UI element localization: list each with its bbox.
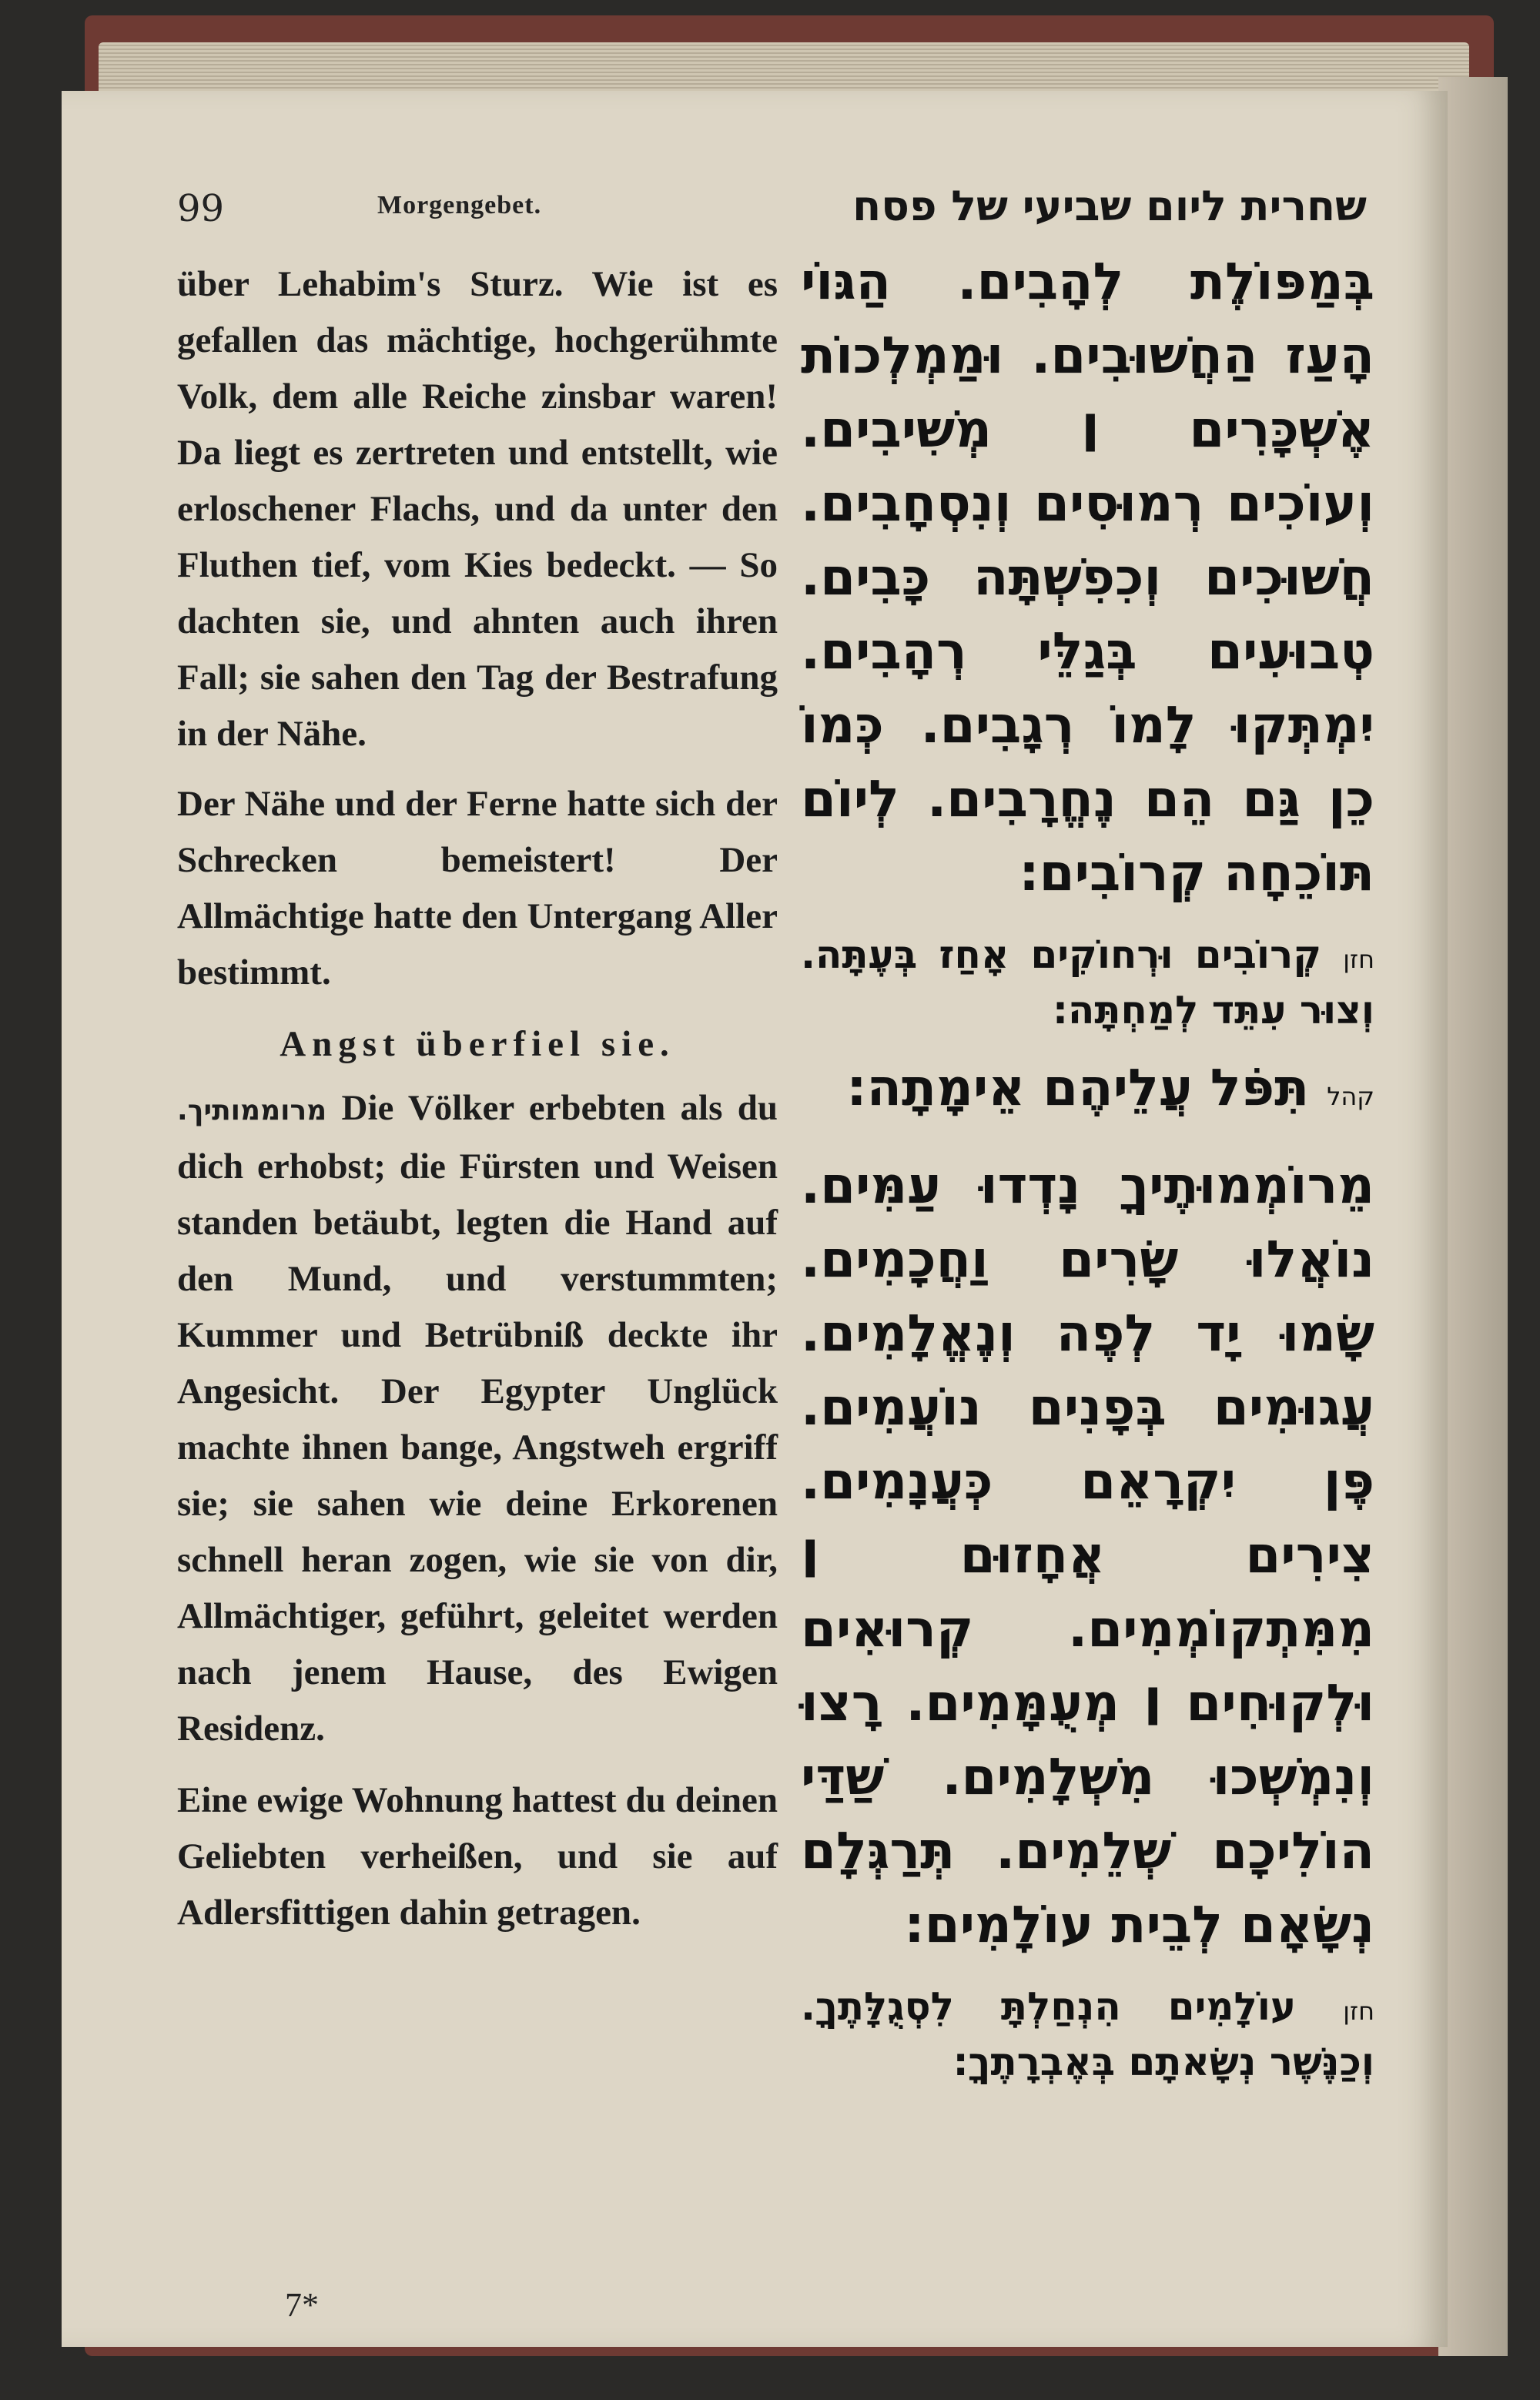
hebrew-block-5 xyxy=(801,1981,1374,2087)
german-column xyxy=(177,256,778,1941)
hebrew-block-2-text: קְרוֹבִים וּרְחוֹקִים אָחַז בְּעֶתָּה. וְצוּר עִתֵּד לְמַחְתָּה: xyxy=(801,932,1374,1033)
running-head-hebrew: שחרית ליום שביעי של פסח xyxy=(852,182,1367,230)
speaker-label: חזן xyxy=(1343,1997,1374,2026)
hebrew-block-3-text: תִּפֹּל עֲלֵיהֶם אֵימָתָה: xyxy=(846,1058,1310,1117)
hebrew-block-3 xyxy=(801,1051,1374,1133)
hebrew-column xyxy=(801,245,1374,2087)
running-head-german: Morgengebet. xyxy=(377,191,542,219)
signature-mark: 7* xyxy=(285,2286,319,2324)
hebrew-block-2 xyxy=(801,929,1374,1036)
german-paragraph-4 xyxy=(177,1080,778,1757)
facing-page-edge xyxy=(1438,77,1508,2356)
german-paragraph-1: über Lehabim's Sturz. Wie ist es gefallen das mächtige, hochgerühmte Volk, dem alle Reiche zinsbar waren! Da liegt es zertreten und entstellt, wie erloschener Flachs, und da unter den Fluthen tief, vom Kies bedeckt. — So dachten sie, und ahnten auch ihren Fall; sie sahen den Tag der Bestrafung in der Nähe. xyxy=(177,264,778,754)
speaker-label: קהל xyxy=(1327,1082,1374,1111)
page-number: 99 xyxy=(177,187,225,230)
hebrew-block-1: בְּמַפּוֹלֶת לְהָבִים. הַגּוֹי הָעַז הַחֲשׁוּבִים. וּמַמְלְכוֹת אֶשְׁכָּרִים ׀ מְשִׁיבִים. וְעוֹכִים רְמוּסִים וְנִסְחָבִים. חֲשׁוּכִים וְכִפִשְׁתָּה כָּבִים. טְבוּעִים בְּגַלֵּי רְהָבִים. יִמְתְּקוּ לָמוֹ רְגָבִים. כְּמוֹ כֵן גַּם הֵם נֶחֱרָבִים. לְיוֹם תּוֹכֵחָה קְרוֹבִים: xyxy=(801,252,1374,902)
speaker-label: חזן xyxy=(1343,945,1374,974)
german-paragraph-2: Der Nähe und der Ferne hatte sich der Schrecken bemeistert! Der Allmächtige hatte den Untergang Aller bestimmt. xyxy=(177,784,778,992)
book-page xyxy=(62,91,1448,2347)
german-paragraph-4-text: Die Völker erbebten als du dich erhobst; die Fürsten und Weisen standen betäubt, legten die Hand auf den Mund, und verstummten; Kummer und Betrübniß deckte ihr Angesicht. Der Egypter Unglück machte ihnen bange, Angstweh ergriff sie; sie sahen wie deine Erkorenen schnell heran zogen, wie sie von dir, Allmächtiger, geführt, geleitet werden nach jenem Hause, des Ewigen Residenz. xyxy=(177,1088,778,1749)
german-heading: Angst überfiel sie. xyxy=(280,1024,675,1064)
german-paragraph-5: Eine ewige Wohnung hattest du deinen Geliebten verheißen, und sie auf Adlersfittigen dahin getragen. xyxy=(177,1780,778,1933)
hebrew-catchword: מרוממותיך. xyxy=(177,1095,327,1126)
hebrew-block-5-text: עוֹלָמִים הִנְחַלְתָּ לִסְגֻלָּתֶךָ. וְכַנֶּשֶׁר נְשָׂאתָם בְּאֶבְרָתֶךָ: xyxy=(801,1984,1374,2084)
hebrew-block-4: מֵרוֹמְמוּתֶיךָ נָדְדוּ עַמִּים. נוֹאֲלוּ שָׂרִים וַחֲכָמִים. שָׂמוּ יָד לְפֶה וְנֶאֱלָמִים. עֲגוּמִים בְּפָנִים נוֹעֲמִים. פֶּן יִקְרָאֵם כְּעֲנָמִים. צִירִים אֲחָזוּם ׀ מִמִּתְקוֹמְמִים. קְרוּאִים וּלְקוּחִים ׀ מְעֻמָּמִים. רָצוּ וְנִמְשְׁכוּ מִשְׁלָמִים. שַׁדַּי הוֹלִיכָם שְׁלֵמִים. תְּרַגְּלָם נְשָׂאָם לְבֵית עוֹלָמִים: xyxy=(801,1156,1374,1954)
